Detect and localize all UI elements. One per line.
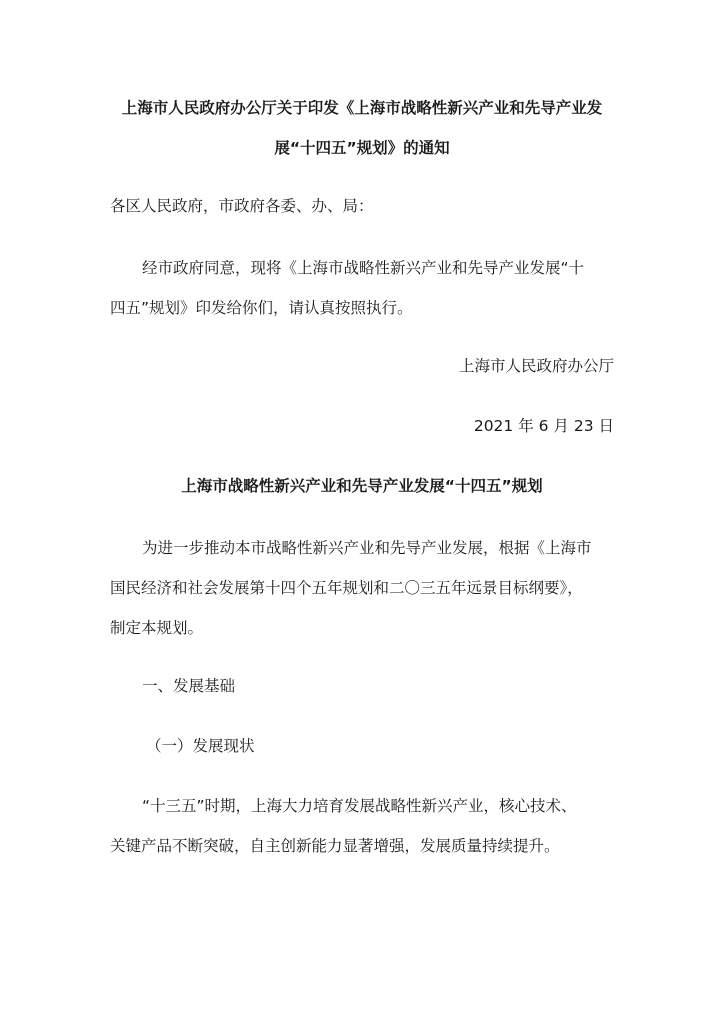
intro-line-1: 为进一步推动本市战略性新兴产业和先导产业发展，根据《上海市 xyxy=(142,539,592,557)
notice-body-line-1: 经市政府同意，现将《上海市战略性新兴产业和先导产业发展“十 xyxy=(142,259,585,277)
issuer xyxy=(110,346,614,386)
section-heading xyxy=(110,666,614,706)
status-line-2: 关键产品不断突破，自主创新能力显著增强，发展质量持续提升。 xyxy=(110,837,560,855)
notice-body xyxy=(110,248,614,328)
salutation xyxy=(110,186,614,226)
intro-line-3: 制定本规划。 xyxy=(110,619,204,637)
subsection-heading xyxy=(110,726,614,766)
notice-title xyxy=(110,88,614,168)
intro-line-2: 国民经济和社会发展第十四个五年规划和二〇三五年远景目标纲要》， xyxy=(110,579,583,597)
notice-title-line-2: 展“十四五”规划》的通知 xyxy=(274,139,450,157)
issuer-text: 上海市人民政府办公厅 xyxy=(458,357,614,375)
issue-date-text: 2021 年 6 月 23 日 xyxy=(473,417,614,435)
notice-body-line-2: 四五”规划》印发给你们，请认真按照执行。 xyxy=(110,299,413,317)
issue-date xyxy=(110,406,614,446)
notice-title-line-1: 上海市人民政府办公厅关于印发《上海市战略性新兴产业和先导产业发 xyxy=(121,99,603,117)
intro-paragraph xyxy=(110,528,614,648)
subsection-1-heading: （一）发展现状 xyxy=(146,737,255,755)
salutation-text: 各区人民政府，市政府各委、办、局： xyxy=(110,197,374,215)
status-paragraph xyxy=(110,786,614,866)
plan-title xyxy=(110,466,614,506)
section-1-heading: 一、发展基础 xyxy=(142,677,236,695)
status-line-1: “十三五”时期，上海大力培育发展战略性新兴产业，核心技术、 xyxy=(142,797,577,815)
plan-title-text: 上海市战略性新兴产业和先导产业发展“十四五”规划 xyxy=(181,477,543,495)
